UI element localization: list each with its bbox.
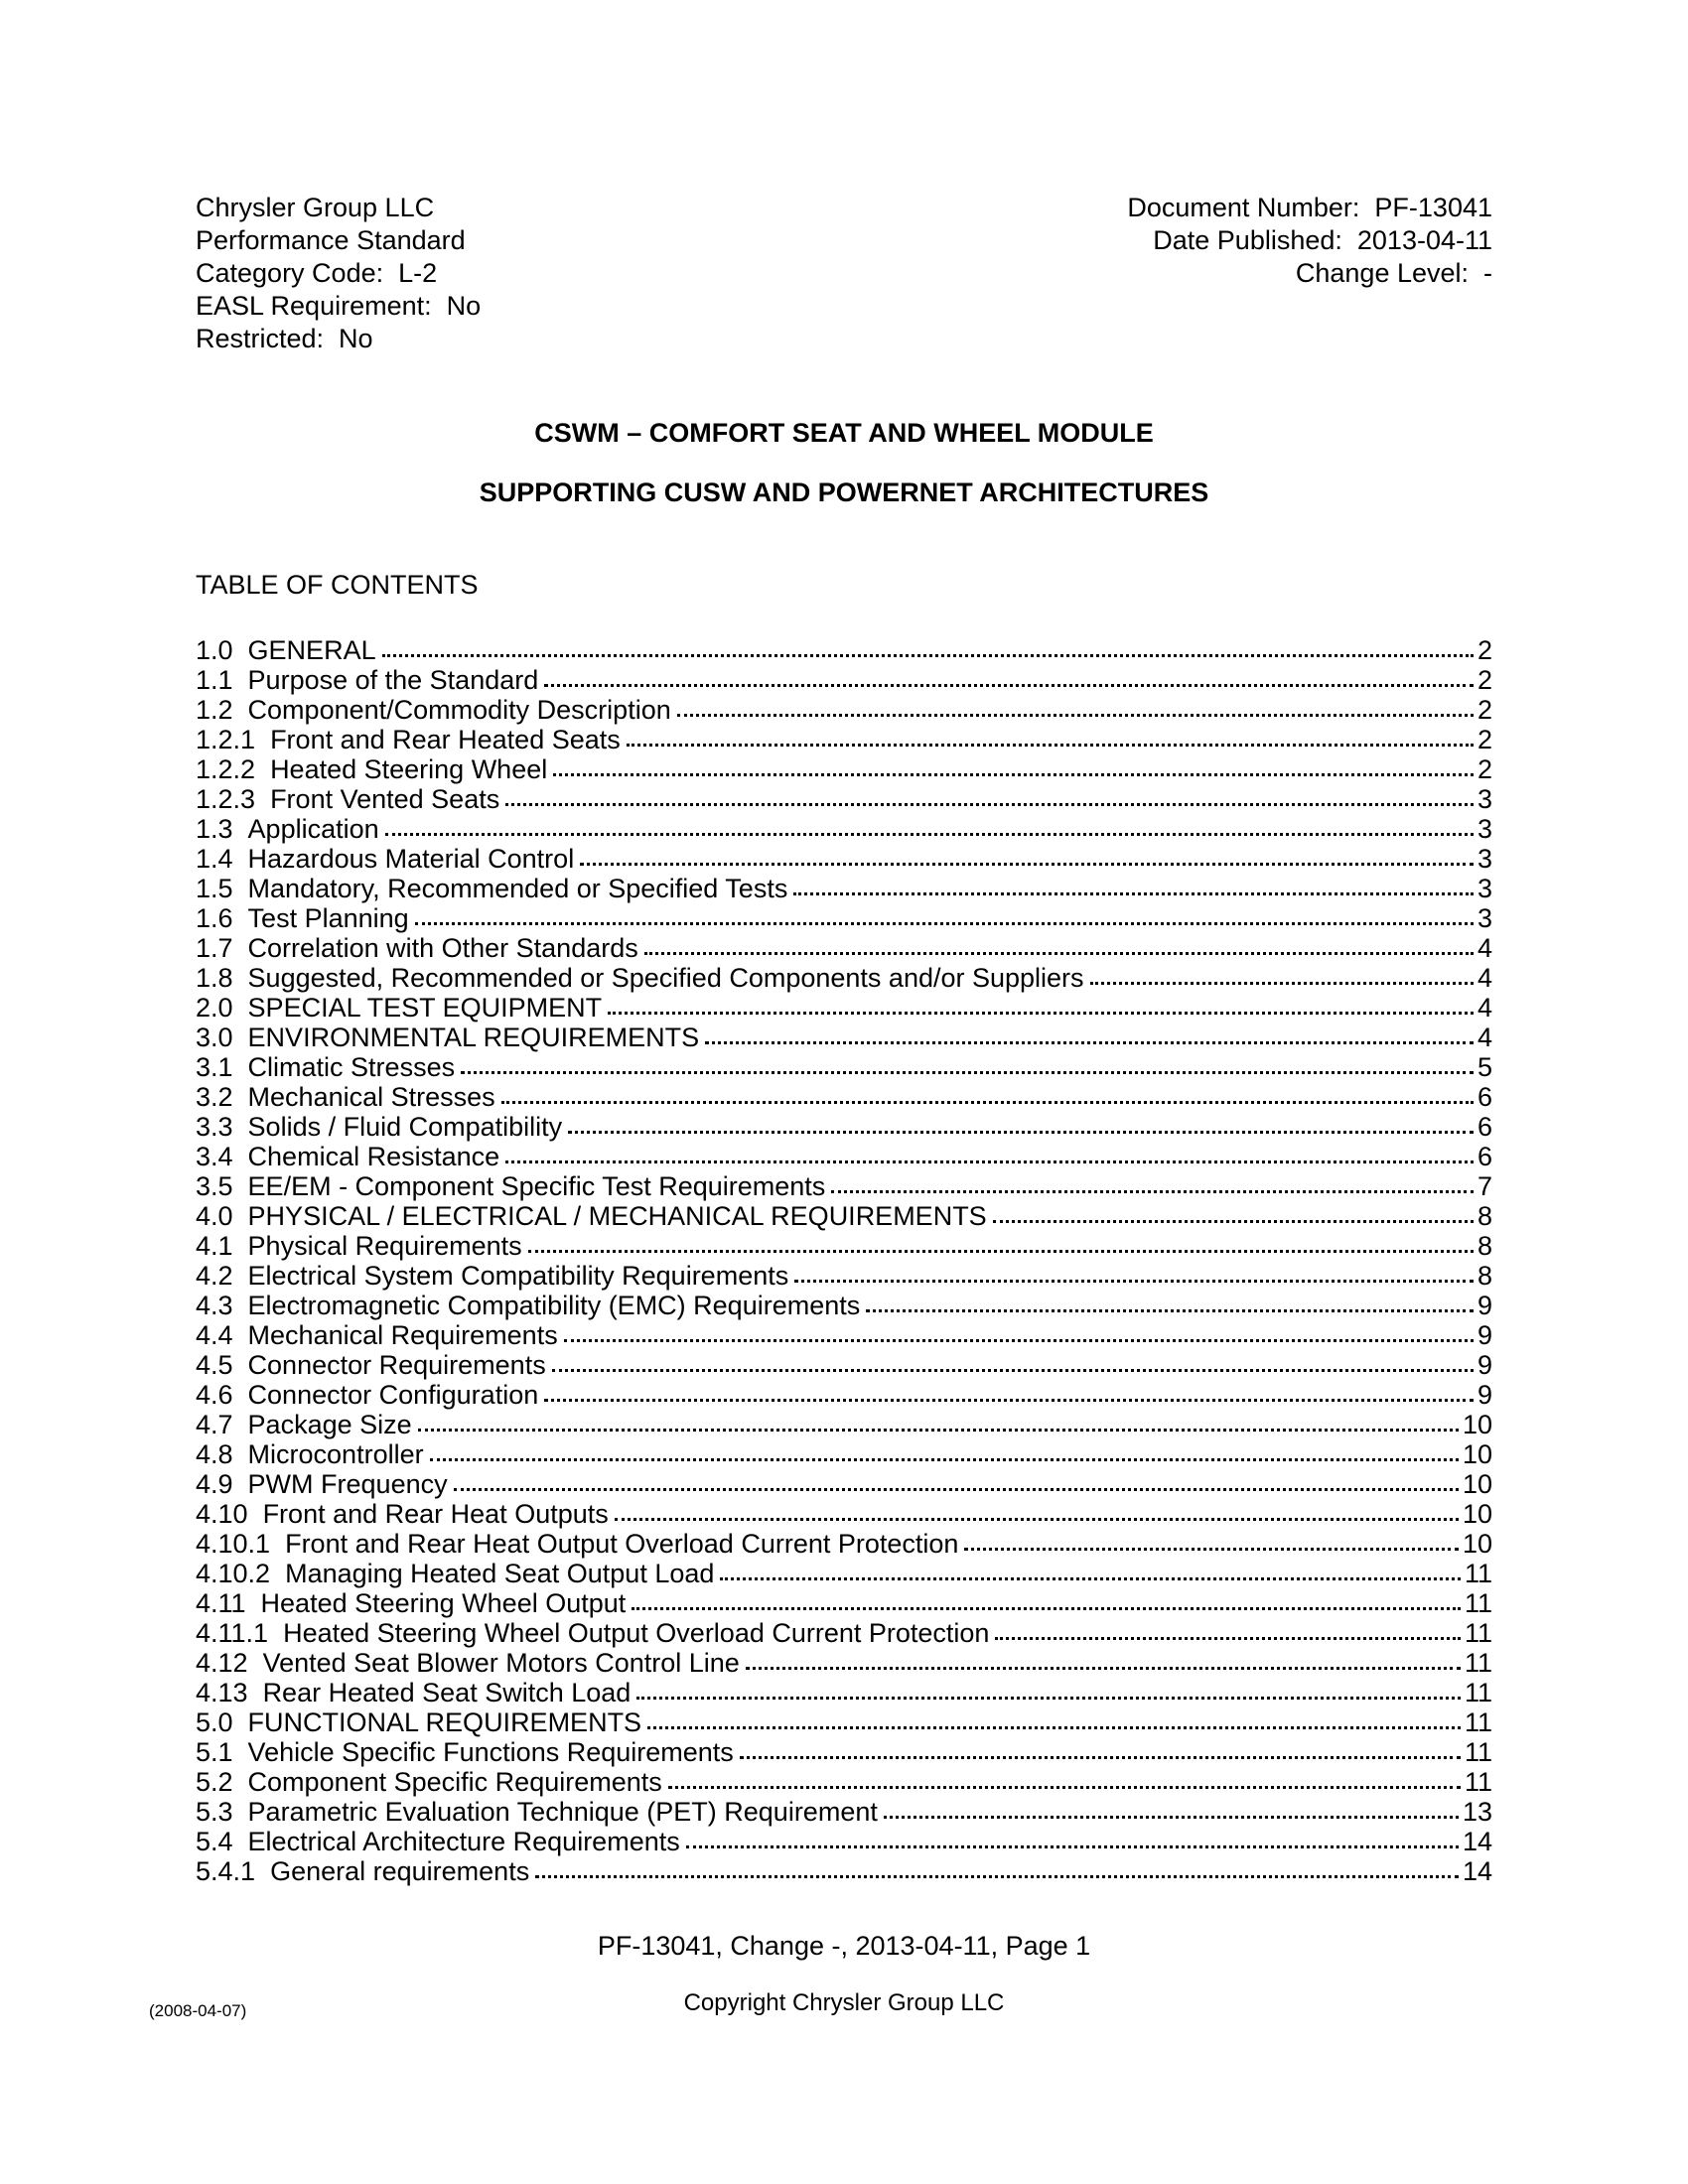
page-content xyxy=(196,192,1492,1886)
toc-entry-number: 4.10.1 xyxy=(196,1529,271,1559)
toc-leader-dots xyxy=(647,1726,1461,1729)
toc-leader-dots xyxy=(544,684,1474,687)
toc-entry xyxy=(196,1439,1492,1469)
toc-leader-dots xyxy=(720,1577,1461,1580)
toc-entry xyxy=(196,1023,1492,1052)
toc-entry xyxy=(196,1618,1492,1648)
toc-entry xyxy=(196,1499,1492,1529)
toc-entry-title: GENERAL xyxy=(247,635,376,665)
toc-leader-dots xyxy=(564,1339,1474,1342)
toc-entry-title: Connector Configuration xyxy=(247,1380,539,1410)
toc-entry-number: 5.0 xyxy=(196,1707,233,1737)
toc-entry-page: 11 xyxy=(1464,1648,1492,1678)
footer-page-info: PF-13041, Change -, 2013-04-11, Page 1 xyxy=(597,1931,1091,1961)
toc-leader-dots xyxy=(794,1280,1474,1283)
toc-entry xyxy=(196,1171,1492,1201)
change-level: Change Level: - xyxy=(1295,258,1492,288)
toc-entry-title: Solids / Fluid Compatibility xyxy=(247,1112,563,1142)
toc-entry-number: 1.2 xyxy=(196,695,233,725)
toc-entry-title: Electrical Architecture Requirements xyxy=(247,1827,680,1856)
toc-entry xyxy=(196,963,1492,993)
toc-entry xyxy=(196,1320,1492,1350)
toc-entry-title: Connector Requirements xyxy=(247,1350,546,1380)
toc-entry-number: 5.3 xyxy=(196,1797,233,1827)
toc-entry-page: 4 xyxy=(1477,1023,1492,1052)
toc-entry-page: 8 xyxy=(1477,1261,1492,1291)
toc-entry xyxy=(196,754,1492,784)
toc-entry xyxy=(196,665,1492,695)
toc-leader-dots xyxy=(552,1369,1474,1372)
toc-entry-title: SPECIAL TEST EQUIPMENT xyxy=(247,993,603,1023)
toc-entry-page: 10 xyxy=(1462,1499,1492,1529)
document-header xyxy=(196,192,1492,355)
toc-entry-title: Front and Rear Heat Output Overload Current Protection xyxy=(285,1529,959,1559)
toc-leader-dots xyxy=(505,803,1474,806)
toc-leader-dots xyxy=(385,833,1474,836)
toc-entry-number: 1.4 xyxy=(196,844,233,874)
toc-entry-page: 4 xyxy=(1477,993,1492,1023)
toc-entry-title: Heated Steering Wheel Output xyxy=(260,1588,627,1618)
toc-entry-title: Correlation with Other Standards xyxy=(247,933,638,963)
toc-entry-number: 3.2 xyxy=(196,1082,233,1112)
toc-entry-page: 8 xyxy=(1477,1231,1492,1261)
toc-leader-dots xyxy=(418,1429,1459,1432)
toc-entry-page: 4 xyxy=(1477,933,1492,963)
toc-entry-title: PWM Frequency xyxy=(247,1469,448,1499)
toc-leader-dots xyxy=(461,1071,1474,1074)
toc-entry xyxy=(196,1201,1492,1231)
toc-entry-title: Parametric Evaluation Technique (PET) Requirement xyxy=(247,1797,878,1827)
toc-entry-number: 4.0 xyxy=(196,1201,233,1231)
toc-leader-dots xyxy=(454,1488,1459,1491)
toc-entry-number: 4.1 xyxy=(196,1231,233,1261)
toc-entry-page: 9 xyxy=(1477,1350,1492,1380)
toc-entry xyxy=(196,784,1492,814)
toc-leader-dots xyxy=(1090,982,1474,985)
toc-entry-number: 4.6 xyxy=(196,1380,233,1410)
toc-entry-page: 5 xyxy=(1477,1052,1492,1082)
toc-entry-number: 4.2 xyxy=(196,1261,233,1291)
company-name: Chrysler Group LLC xyxy=(196,193,435,222)
toc-entry-title: Front Vented Seats xyxy=(270,784,500,814)
toc-entry-page: 2 xyxy=(1477,695,1492,725)
toc-entry-page: 6 xyxy=(1477,1082,1492,1112)
toc-entry xyxy=(196,1737,1492,1767)
toc-entry-title: Heated Steering Wheel Output Overload Current Protection xyxy=(283,1618,990,1648)
toc-entry xyxy=(196,1856,1492,1886)
toc-entry-number: 5.4.1 xyxy=(196,1856,256,1886)
toc-entry-page: 14 xyxy=(1462,1827,1492,1856)
toc-entry-number: 1.8 xyxy=(196,963,233,993)
toc-entry-title: Climatic Stresses xyxy=(247,1052,456,1082)
toc-entry-title: Vehicle Specific Functions Requirements xyxy=(247,1737,734,1767)
toc-heading: TABLE OF CONTENTS xyxy=(196,570,479,600)
toc-entry-title: Physical Requirements xyxy=(247,1231,522,1261)
toc-entry-number: 4.13 xyxy=(196,1678,248,1707)
toc-entry-title: Front and Rear Heated Seats xyxy=(270,725,621,754)
toc-entry-title: Component Specific Requirements xyxy=(247,1767,662,1797)
toc-entry-page: 10 xyxy=(1462,1469,1492,1499)
toc-entry xyxy=(196,1112,1492,1142)
toc-entry-page: 11 xyxy=(1464,1767,1492,1797)
toc-entry-number: 4.12 xyxy=(196,1648,248,1678)
footer-form-date: (2008-04-07) xyxy=(149,2001,247,2020)
toc-leader-dots xyxy=(415,922,1474,925)
toc-entry xyxy=(196,1827,1492,1856)
toc-entry xyxy=(196,1588,1492,1618)
toc-entry-title: EE/EM - Component Specific Test Requirements xyxy=(247,1171,826,1201)
toc-entry xyxy=(196,933,1492,963)
toc-leader-dots xyxy=(627,744,1474,747)
toc-entry-number: 4.5 xyxy=(196,1350,233,1380)
toc-entry-title: Application xyxy=(247,814,379,844)
restricted-flag: Restricted: No xyxy=(196,324,373,353)
toc-entry-number: 1.3 xyxy=(196,814,233,844)
toc-entry xyxy=(196,1142,1492,1171)
toc-entry-page: 2 xyxy=(1477,665,1492,695)
toc-entry-number: 4.8 xyxy=(196,1439,233,1469)
toc-entry-page: 4 xyxy=(1477,963,1492,993)
easl-requirement: EASL Requirement: No xyxy=(196,291,482,321)
toc-entry-number: 1.5 xyxy=(196,874,233,903)
toc-entry-page: 2 xyxy=(1477,754,1492,784)
toc-leader-dots xyxy=(740,1756,1461,1759)
date-published: Date Published: 2013-04-11 xyxy=(1153,225,1492,255)
toc-entry-number: 1.1 xyxy=(196,665,233,695)
toc-entry-number: 4.3 xyxy=(196,1291,233,1320)
table-of-contents xyxy=(196,635,1492,1886)
toc-entry xyxy=(196,1261,1492,1291)
toc-leader-dots xyxy=(995,1637,1461,1640)
toc-leader-dots xyxy=(644,952,1474,955)
toc-leader-dots xyxy=(793,892,1474,895)
toc-entry-page: 2 xyxy=(1477,635,1492,665)
toc-entry xyxy=(196,844,1492,874)
toc-leader-dots xyxy=(505,1160,1474,1163)
toc-leader-dots xyxy=(382,654,1474,657)
toc-entry-page: 2 xyxy=(1477,725,1492,754)
toc-entry-number: 1.2.3 xyxy=(196,784,256,814)
toc-entry-number: 4.11.1 xyxy=(196,1618,269,1648)
toc-entry-number: 4.7 xyxy=(196,1410,233,1439)
toc-entry-title: Package Size xyxy=(247,1410,412,1439)
toc-entry-title: Component/Commodity Description xyxy=(247,695,671,725)
document-number: Document Number: PF-13041 xyxy=(1127,193,1492,222)
toc-entry-page: 7 xyxy=(1477,1171,1492,1201)
toc-entry xyxy=(196,903,1492,933)
toc-entry xyxy=(196,1797,1492,1827)
toc-entry xyxy=(196,1410,1492,1439)
toc-leader-dots xyxy=(501,1101,1474,1104)
toc-entry-page: 14 xyxy=(1462,1856,1492,1886)
toc-entry-page: 10 xyxy=(1462,1439,1492,1469)
toc-leader-dots xyxy=(528,1250,1474,1253)
toc-leader-dots xyxy=(831,1190,1474,1193)
toc-entry-page: 3 xyxy=(1477,784,1492,814)
toc-entry xyxy=(196,1350,1492,1380)
toc-entry-page: 9 xyxy=(1477,1291,1492,1320)
toc-entry-number: 4.10 xyxy=(196,1499,248,1529)
toc-entry xyxy=(196,725,1492,754)
toc-entry-page: 13 xyxy=(1462,1797,1492,1827)
toc-entry-title: Test Planning xyxy=(247,903,409,933)
toc-leader-dots xyxy=(677,714,1474,717)
toc-entry-title: Rear Heated Seat Switch Load xyxy=(262,1678,632,1707)
toc-entry-title: Microcontroller xyxy=(247,1439,424,1469)
toc-entry-number: 4.9 xyxy=(196,1469,233,1499)
toc-leader-dots xyxy=(746,1667,1461,1670)
toc-entry-title: Vented Seat Blower Motors Control Line xyxy=(262,1648,740,1678)
toc-entry xyxy=(196,1678,1492,1707)
toc-entry-number: 3.5 xyxy=(196,1171,233,1201)
toc-entry-number: 4.4 xyxy=(196,1320,233,1350)
toc-leader-dots xyxy=(686,1845,1459,1848)
toc-leader-dots xyxy=(668,1786,1461,1789)
toc-leader-dots xyxy=(553,773,1474,776)
toc-leader-dots xyxy=(884,1816,1459,1819)
header-left-block xyxy=(196,192,481,355)
toc-entry-title: Heated Steering Wheel xyxy=(270,754,548,784)
toc-entry-page: 11 xyxy=(1464,1618,1492,1648)
toc-entry-title: Chemical Resistance xyxy=(247,1142,500,1171)
toc-entry-page: 11 xyxy=(1464,1678,1492,1707)
toc-entry-title: Mechanical Requirements xyxy=(247,1320,558,1350)
toc-entry-page: 11 xyxy=(1464,1559,1492,1588)
toc-entry-page: 3 xyxy=(1477,814,1492,844)
title-block xyxy=(196,417,1492,509)
toc-entry-title: Electromagnetic Compatibility (EMC) Requirements xyxy=(247,1291,861,1320)
toc-entry-title: Electrical System Compatibility Requirements xyxy=(247,1261,789,1291)
toc-leader-dots xyxy=(535,1875,1459,1878)
toc-leader-dots xyxy=(615,1518,1459,1521)
toc-entry-number: 4.10.2 xyxy=(196,1559,271,1588)
toc-entry-page: 11 xyxy=(1464,1588,1492,1618)
toc-entry xyxy=(196,1052,1492,1082)
toc-entry-page: 10 xyxy=(1462,1529,1492,1559)
toc-entry-page: 6 xyxy=(1477,1142,1492,1171)
toc-entry-number: 3.0 xyxy=(196,1023,233,1052)
toc-entry xyxy=(196,1469,1492,1499)
footer-copyright: Copyright Chrysler Group LLC xyxy=(683,1989,1005,2016)
toc-entry xyxy=(196,1648,1492,1678)
toc-entry xyxy=(196,1082,1492,1112)
toc-entry-title: Managing Heated Seat Output Load xyxy=(285,1559,715,1588)
toc-entry xyxy=(196,635,1492,665)
toc-leader-dots xyxy=(430,1458,1459,1461)
toc-entry-title: Purpose of the Standard xyxy=(247,665,539,695)
toc-entry-page: 11 xyxy=(1464,1737,1492,1767)
toc-entry-title: Front and Rear Heat Outputs xyxy=(262,1499,609,1529)
toc-entry xyxy=(196,1767,1492,1797)
toc-entry-page: 3 xyxy=(1477,844,1492,874)
toc-entry xyxy=(196,1231,1492,1261)
toc-entry-number: 1.2.2 xyxy=(196,754,256,784)
toc-entry xyxy=(196,1559,1492,1588)
toc-entry-number: 3.4 xyxy=(196,1142,233,1171)
toc-entry-title: Mandatory, Recommended or Specified Tests xyxy=(247,874,788,903)
toc-entry-page: 11 xyxy=(1464,1707,1492,1737)
toc-leader-dots xyxy=(568,1131,1474,1134)
toc-entry-number: 3.3 xyxy=(196,1112,233,1142)
toc-entry-page: 9 xyxy=(1477,1380,1492,1410)
toc-entry-page: 10 xyxy=(1462,1410,1492,1439)
toc-leader-dots xyxy=(544,1399,1474,1402)
document-title: CSWM – COMFORT SEAT AND WHEEL MODULE xyxy=(534,418,1154,448)
toc-entry-page: 3 xyxy=(1477,903,1492,933)
toc-entry-title: General requirements xyxy=(270,1856,530,1886)
toc-leader-dots xyxy=(632,1607,1461,1610)
toc-entry-title: ENVIRONMENTAL REQUIREMENTS xyxy=(247,1023,700,1052)
toc-entry xyxy=(196,1291,1492,1320)
toc-entry-number: 1.7 xyxy=(196,933,233,963)
toc-entry xyxy=(196,1529,1492,1559)
toc-entry-number: 5.1 xyxy=(196,1737,233,1767)
toc-entry-number: 5.4 xyxy=(196,1827,233,1856)
toc-leader-dots xyxy=(705,1041,1474,1044)
toc-entry xyxy=(196,814,1492,844)
toc-entry-page: 3 xyxy=(1477,874,1492,903)
toc-leader-dots xyxy=(964,1548,1459,1551)
toc-entry xyxy=(196,1380,1492,1410)
toc-entry-title: Mechanical Stresses xyxy=(247,1082,495,1112)
toc-entry-title: Suggested, Recommended or Specified Components and/or Suppliers xyxy=(247,963,1084,993)
toc-entry-page: 8 xyxy=(1477,1201,1492,1231)
toc-leader-dots xyxy=(608,1012,1474,1015)
category-code: Category Code: L-2 xyxy=(196,258,438,288)
toc-leader-dots xyxy=(636,1697,1461,1700)
toc-entry-title: FUNCTIONAL REQUIREMENTS xyxy=(247,1707,642,1737)
toc-entry xyxy=(196,993,1492,1023)
toc-entry xyxy=(196,1707,1492,1737)
toc-entry-page: 6 xyxy=(1477,1112,1492,1142)
header-right-block xyxy=(1127,192,1492,290)
toc-leader-dots xyxy=(993,1220,1474,1223)
toc-entry xyxy=(196,874,1492,903)
document-subtitle: SUPPORTING CUSW AND POWERNET ARCHITECTURES xyxy=(479,478,1209,507)
toc-entry-number: 3.1 xyxy=(196,1052,233,1082)
toc-entry xyxy=(196,695,1492,725)
toc-entry-number: 5.2 xyxy=(196,1767,233,1797)
toc-entry-title: Hazardous Material Control xyxy=(247,844,575,874)
toc-leader-dots xyxy=(866,1309,1474,1312)
toc-entry-number: 2.0 xyxy=(196,993,233,1023)
document-type: Performance Standard xyxy=(196,225,466,255)
toc-entry-number: 1.0 xyxy=(196,635,233,665)
toc-entry-number: 1.6 xyxy=(196,903,233,933)
toc-entry-page: 9 xyxy=(1477,1320,1492,1350)
toc-entry-number: 4.11 xyxy=(196,1588,246,1618)
toc-leader-dots xyxy=(580,863,1474,866)
toc-entry-number: 1.2.1 xyxy=(196,725,256,754)
toc-entry-title: PHYSICAL / ELECTRICAL / MECHANICAL REQUIREMENTS xyxy=(247,1201,987,1231)
